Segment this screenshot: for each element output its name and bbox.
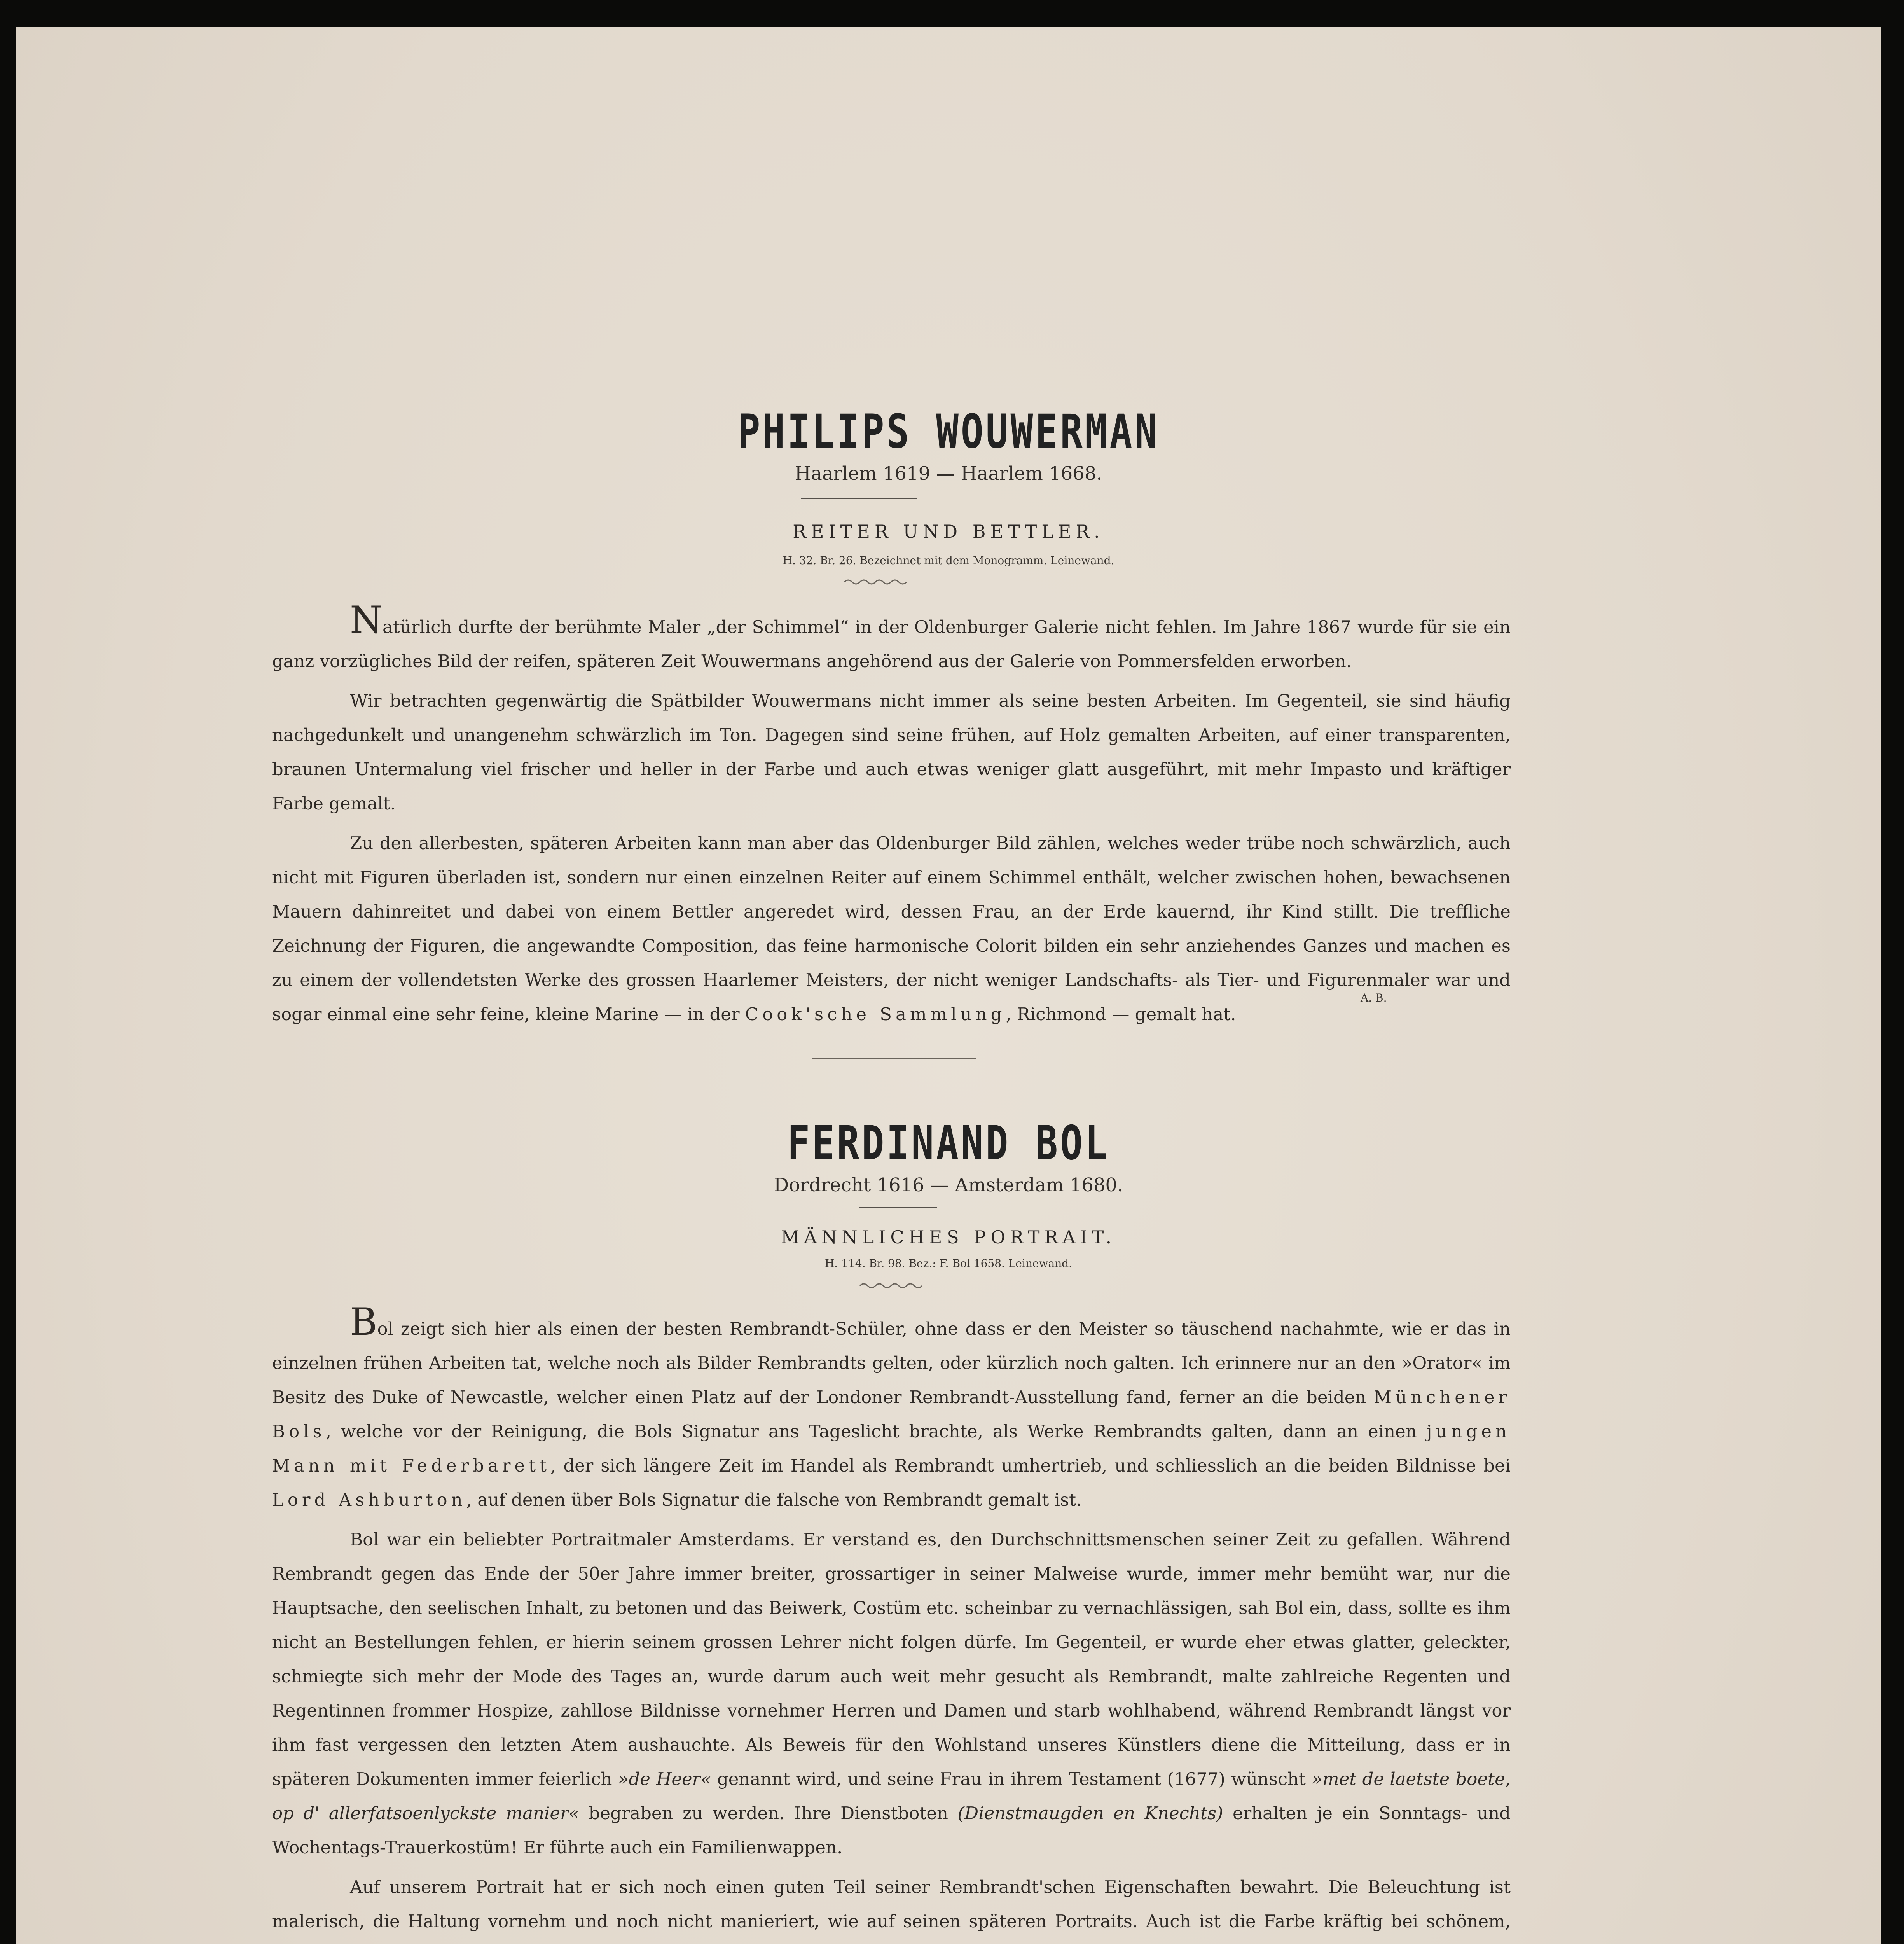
paragraph: Wir betrachten gegenwärtig die Spätbilder Wouwermans nicht immer als seine besten Arbeiten. Im Gegenteil, sie sind häufig nachgedunkelt und unangenehm schwärzlich im Ton. Dagegen sind seine frühen, auf Holz gemalten Arbeiten, auf einer transparenten, braunen Untermalung viel frischer und heller in der Farbe und auch etwas weniger glatt ausgeführt, mit mehr Impasto und kräftiger Farbe gemalt. bbox=[272, 691, 1511, 814]
work-meta-reiter: H. 32. Br. 26. Bezeichnet mit dem Monogramm. Leinewand. bbox=[783, 554, 1114, 567]
body-text-bol bbox=[272, 1300, 1511, 1944]
ornament-wave bbox=[859, 1281, 925, 1290]
initial-letter: N bbox=[350, 598, 383, 642]
paragraph: Natürlich durfte der berühmte Maler „der Schimmel“ in der Oldenburger Galerie nicht fehlen. Im Jahre 1867 wurde für sie ein ganz vorzügliches Bild der reifen, späteren Zeit Wouwermans angehörend aus der Galerie von Pommersfelden erworben. bbox=[272, 598, 1511, 671]
paragraph: Bol zeigt sich hier als einen der besten Rembrandt-Schüler, ohne dass er den Meister so täuschend nachahmte, wie er das in einzelnen frühen Arbeiten tat, welche noch als Bilder Rembrandts gelten, oder kürzlich noch galten. Ich erinnere nur an den »Orator« im Besitz des Duke of Newcastle, welcher einen Platz auf der Londoner Rembrandt-Ausstellung fand, ferner an die beiden Münchener Bols, welche vor der Reinigung, die Bols Signatur ans Tageslicht brachte, als Werke Rembrandts galten, dann an einen jungen Mann mit Federbarett, der sich längere Zeit im Handel als Rembrandt umhertrieb, und schliesslich an die beiden Bildnisse bei Lord Ashburton, auf denen über Bols Signatur die falsche von Rembrandt gemalt ist. bbox=[272, 1300, 1511, 1510]
title-rule bbox=[801, 498, 917, 499]
signature-ab: A. B. bbox=[1361, 991, 1387, 1004]
paragraph: Auf unserem Portrait hat er sich noch einen guten Teil seiner Rembrandt'schen Eigenschaften bewahrt. Die Beleuchtung ist malerisch, die Haltung vornehm und noch nicht manieriert, wie auf seinen späteren Portraits. Auch ist die Farbe kräftig bei schönem, bbox=[272, 1877, 1511, 1932]
section-divider bbox=[812, 1058, 976, 1059]
artist-dates-bol: Dordrecht 1616 — Amsterdam 1680. bbox=[774, 1174, 1123, 1196]
artist-name-bol: FERDINAND BOL bbox=[787, 1116, 1110, 1170]
initial-letter: B bbox=[350, 1300, 377, 1344]
title-rule bbox=[859, 1207, 937, 1208]
paragraph: Bol war ein beliebter Portraitmaler Amsterdams. Er verstand es, den Durchschnittsmenschen seiner Zeit zu gefallen. Während Rembrandt gegen das Ende der 50er Jahre immer breiter, grossartiger in seiner Malweise wurde, immer mehr bemüht war, nur die Hauptsache, den seelischen Inhalt, zu betonen und das Beiwerk, Costüm etc. scheinbar zu vernachlässigen, sah Bol ein, dass, sollte es ihm nicht an Bestellungen fehlen, er hierin seinem grossen Lehrer nicht folgen dürfe. Im Gegenteil, er wurde eher etwas glatter, geleckter, schmiegte sich mehr der Mode des Tages an, wurde darum auch weit mehr gesucht als Rembrandt, malte zahlreiche Regenten und Regentinnen frommer Hospize, zahllose Bildnisse vornehmer Herren und Damen und starb wohlhabend, während Rembrandt längst vor ihm fast vergessen den letzten Atem aushauchte. Als Beweis für den Wohlstand unseres Künstlers diene die Mitteilung, dass er in späteren Dokumenten immer feierlich »de Heer« genannt wird, und seine Frau in ihrem Testament (1677) wünscht »met de laetste boete, op d' allerfatsoenlyckste manier« begraben zu werden. Ihre Dienstboten (Dienstmaugden en Knechts) erhalten je ein Sonntags- und Wochentags-Trauerkostüm! Er führte auch ein Familienwappen. bbox=[272, 1529, 1511, 1858]
page bbox=[16, 27, 1881, 1944]
artist-name-wouwerman: PHILIPS WOUWERMAN bbox=[737, 404, 1160, 459]
work-title-portrait: MÄNNLICHES PORTRAIT. bbox=[781, 1227, 1116, 1248]
work-meta-portrait: H. 114. Br. 98. Bez.: F. Bol 1658. Leinewand. bbox=[824, 1257, 1073, 1270]
paragraph: Zu den allerbesten, späteren Arbeiten kann man aber das Oldenburger Bild zählen, welches weder trübe noch schwärzlich, auch nicht mit Figuren überladen ist, sondern nur einen einzelnen Reiter auf einem Schimmel enthält, welcher zwischen hohen, bewachsenen Mauern dahinreitet und dabei von einem Bettler angeredet wird, dessen Frau, an der Erde kauernd, ihr Kind stillt. Die treffliche Zeichnung der Figuren, die angewandte Composition, das feine harmonische Colorit bilden ein sehr anziehendes Ganzes und machen es zu einem der vollendetsten Werke des grossen Haarlemer Meisters, der nicht weniger Landschafts- als Tier- und Figurenmaler war und sogar einmal eine sehr feine, kleine Marine — in der Cook'sche Sammlung, Richmond — gemalt hat. bbox=[272, 833, 1511, 1024]
body-text-wouwerman bbox=[272, 598, 1511, 1037]
artist-dates-wouwerman: Haarlem 1619 — Haarlem 1668. bbox=[795, 463, 1102, 484]
work-title-reiter: REITER UND BETTLER. bbox=[793, 521, 1104, 542]
ornament-wave bbox=[844, 577, 910, 587]
